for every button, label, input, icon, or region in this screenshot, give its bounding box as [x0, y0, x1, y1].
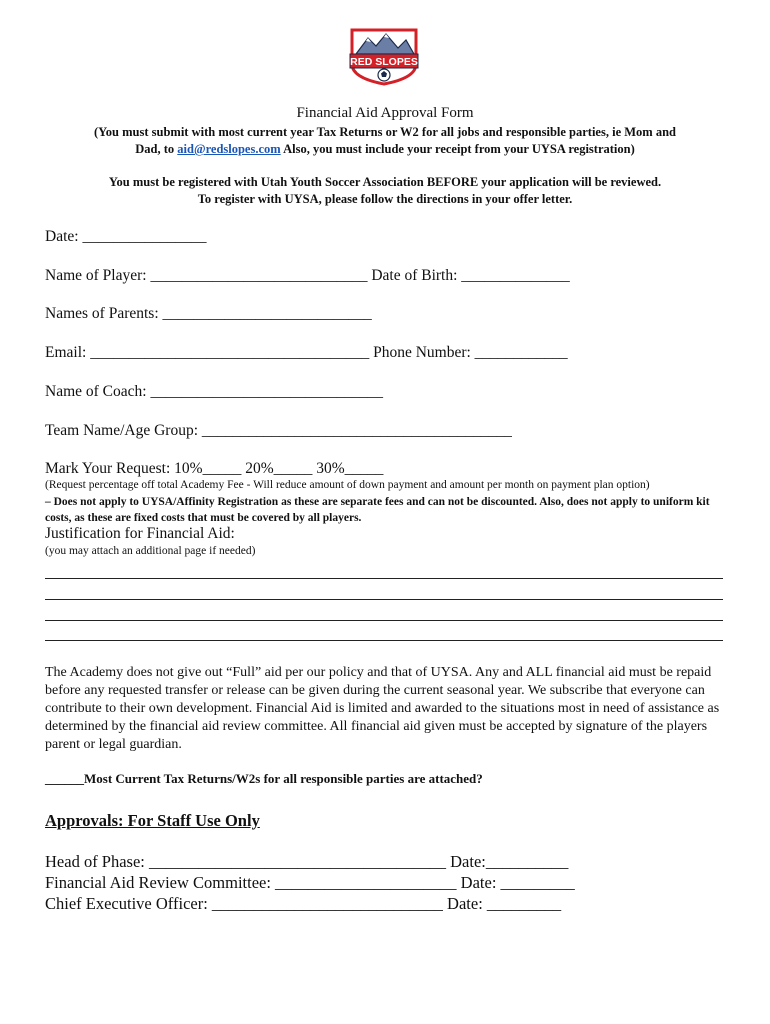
policy-paragraph: The Academy does not give out “Full” aid per our policy and that of UYSA. Any and ALL financial aid must be repaid before any requested transfer or release can be given during the current seasonal year. We subscribe that everyone can contribute to their own development. Financial Aid is limited and awarded to the situations most in need of assistance as determined by the financial aid review committee. All financial aid given must be accepted by signature of the players parent or legal guardian.: [45, 665, 720, 752]
email-link[interactable]: aid@redslopes.com: [177, 142, 281, 156]
head-of-phase-line[interactable]: Head of Phase: ____________________________________ Date:__________: [45, 852, 569, 871]
justification-line-2[interactable]: [45, 599, 723, 600]
justification-line-4[interactable]: [45, 640, 723, 641]
justification-heading: Justification for Financial Aid:: [45, 525, 235, 542]
justification-line-1[interactable]: [45, 578, 723, 579]
svg-text:RED SLOPES: RED SLOPES: [350, 56, 418, 68]
parents-field[interactable]: Names of Parents: ___________________________: [45, 305, 372, 322]
register-line-2: To register with UYSA, please follow the directions in your offer letter.: [197, 192, 573, 206]
committee-line[interactable]: Financial Aid Review Committee: ______________________ Date: _________: [45, 873, 575, 892]
coach-field[interactable]: Name of Coach: ______________________________: [45, 383, 383, 400]
justification-hint: (you may attach an additional page if needed): [45, 545, 256, 557]
request-exclusion: – Does not apply to UYSA/Affinity Registration as these are separate fees and can not be discounted. Also, does not apply to uniform kit costs, as these are fixed costs that must be covered by all players.: [45, 496, 710, 524]
email-phone-field[interactable]: Email: ____________________________________ Phone Number: ____________: [45, 344, 568, 361]
tax-confirmation[interactable]: ______Most Current Tax Returns/W2s for all responsible parties are attached?: [45, 771, 483, 786]
notice-prefix: Dad, to: [135, 142, 178, 156]
notice-line-2: [30, 141, 740, 158]
submission-notice: [30, 124, 740, 158]
form-title: Financial Aid Approval Form: [296, 105, 474, 121]
register-line-1: You must be registered with Utah Youth Soccer Association BEFORE your application will be reviewed.: [108, 175, 662, 189]
approvals-heading: Approvals: For Staff Use Only: [45, 811, 260, 830]
registration-notice: [30, 174, 740, 208]
request-note: (Request percentage off total Academy Fee - Will reduce amount of down payment and amount per month on payment plan option): [45, 479, 650, 491]
notice-line-1: (You must submit with most current year Tax Returns or W2 for all jobs and responsible parties, ie Mom and: [94, 125, 676, 139]
justification-line-3[interactable]: [45, 620, 723, 621]
player-name-field[interactable]: Name of Player: ____________________________ Date of Birth: ______________: [45, 267, 570, 284]
red-slopes-logo: [346, 24, 422, 86]
team-field[interactable]: Team Name/Age Group: ________________________________________: [45, 422, 512, 439]
notice-suffix: Also, you must include your receipt from your UYSA registration): [280, 142, 635, 156]
request-field[interactable]: Mark Your Request: 10%_____ 20%_____ 30%_____: [45, 460, 384, 477]
ceo-line[interactable]: Chief Executive Officer: ____________________________ Date: _________: [45, 894, 562, 913]
date-field[interactable]: Date: ________________: [45, 228, 207, 245]
